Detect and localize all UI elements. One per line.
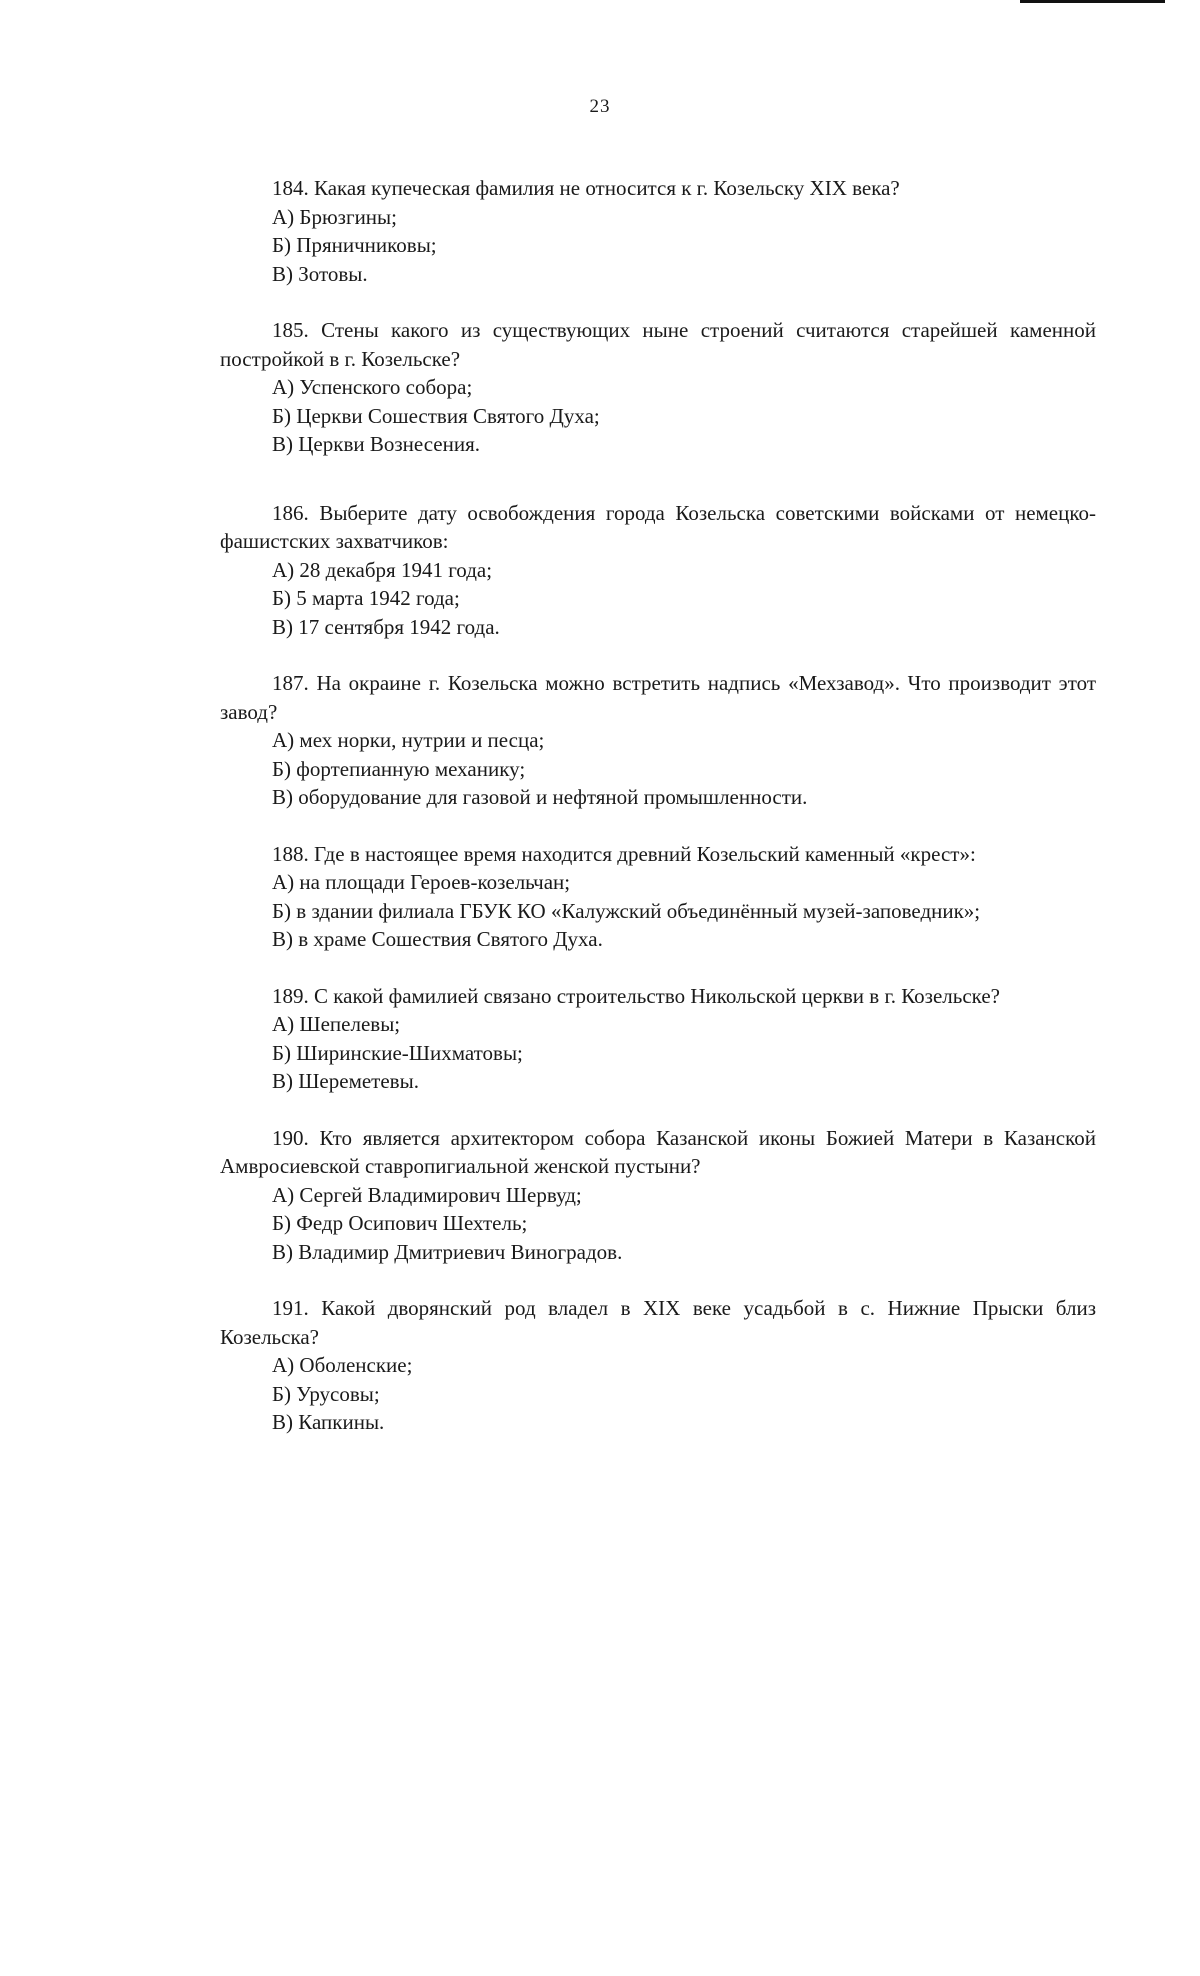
- answer-option: Б) фортепианную механику;: [272, 756, 526, 781]
- question-list: [220, 174, 1096, 1465]
- answer-option: Б) Пряничниковы;: [272, 233, 437, 257]
- answer-options: [220, 373, 1096, 459]
- answer-option: А) Брюзгины;: [272, 204, 397, 229]
- answer-option: А) Оболенские;: [272, 1353, 413, 1377]
- answer-option: А) Шепелевы;: [272, 1012, 401, 1036]
- answer-option: В) Владимир Дмитриевич Виноградов.: [272, 1239, 623, 1264]
- question-text: 190. Кто является архитектором собора Казанской иконы Божией Матери в Казанской Амвросиевской ставропигиальной женской пустыни?: [220, 1125, 1096, 1178]
- question-text: 189. С какой фамилией связано строительство Никольской церкви в г. Козельске?: [272, 983, 1000, 1008]
- question-text: 187. На окраине г. Козельска можно встретить надпись «Мехзавод». Что производит этот завод?: [220, 671, 1096, 724]
- question-text: 185. Стены какого из существующих ныне строений считаются старейшей каменной постройкой в г. Козельске?: [220, 318, 1096, 371]
- question-text: 186. Выберите дату освобождения города Козельска советскими войсками от немецко-фашистских захватчиков:: [220, 500, 1096, 553]
- answer-option: А) Успенского собора;: [272, 375, 473, 399]
- question-187: [220, 669, 1096, 812]
- answer-option: В) Зотовы.: [272, 261, 368, 286]
- question-text: 191. Какой дворянский род владел в XIX веке усадьбой в с. Нижние Прыски близ Козельска?: [220, 1296, 1096, 1349]
- answer-options: [220, 868, 1096, 954]
- question-185: [220, 316, 1096, 459]
- answer-option: А) мех норки, нутрии и песца;: [272, 728, 545, 752]
- answer-option: Б) Ширинские-Шихматовы;: [272, 1040, 523, 1065]
- answer-option: А) Сергей Владимирович Шервуд;: [272, 1182, 582, 1207]
- answer-option: В) Капкины.: [272, 1410, 385, 1434]
- answer-option: Б) Федр Осипович Шехтель;: [272, 1211, 528, 1235]
- answer-options: [220, 726, 1096, 812]
- answer-option: Б) Урусовы;: [272, 1381, 380, 1406]
- answer-option: Б) в здании филиала ГБУК КО «Калужский объединённый музей-заповедник»;: [272, 898, 981, 923]
- question-text: 184. Какая купеческая фамилия не относится к г. Козельску XIX века?: [272, 176, 900, 200]
- question-189: [220, 982, 1096, 1096]
- answer-options: [220, 203, 1096, 289]
- answer-options: [220, 1010, 1096, 1096]
- question-184: [220, 174, 1096, 288]
- question-188: [220, 840, 1096, 954]
- question-text: 188. Где в настоящее время находится древний Козельский каменный «крест»:: [272, 841, 976, 866]
- question-186: [220, 499, 1096, 642]
- answer-option: Б) Церкви Сошествия Святого Духа;: [272, 403, 600, 428]
- answer-options: [220, 1351, 1096, 1437]
- answer-option: В) 17 сентября 1942 года.: [272, 614, 500, 639]
- answer-option: А) 28 декабря 1941 года;: [272, 557, 493, 582]
- answer-option: В) в храме Сошествия Святого Духа.: [272, 927, 603, 951]
- answer-option: В) Шереметевы.: [272, 1069, 419, 1093]
- answer-options: [220, 1181, 1096, 1267]
- answer-option: А) на площади Героев-козельчан;: [272, 870, 571, 894]
- page-number: 23: [589, 96, 611, 117]
- question-190: [220, 1124, 1096, 1267]
- top-edge-rule: [1020, 0, 1165, 3]
- question-191: [220, 1294, 1096, 1437]
- answer-option: Б) 5 марта 1942 года;: [272, 586, 460, 610]
- answer-options: [220, 556, 1096, 642]
- answer-option: В) оборудование для газовой и нефтяной промышленности.: [272, 785, 808, 809]
- answer-option: В) Церкви Вознесения.: [272, 432, 481, 456]
